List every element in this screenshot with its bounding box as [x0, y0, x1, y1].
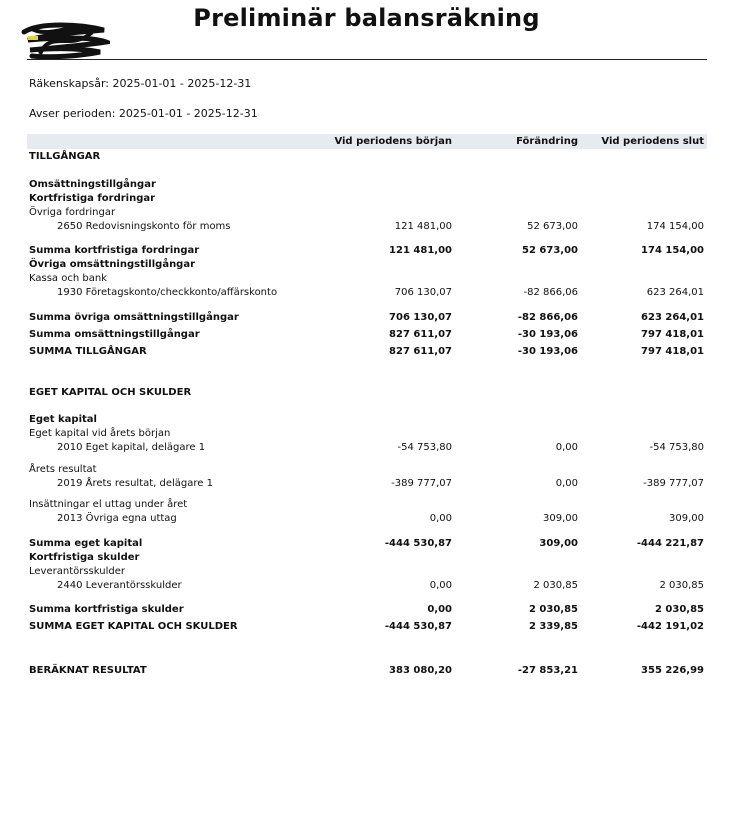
table-row	[0, 311, 743, 325]
row-label: TILLGÅNGAR	[29, 151, 101, 162]
table-row	[0, 664, 743, 678]
value-end: 2 030,85	[659, 580, 704, 591]
table-row	[0, 328, 743, 342]
row-label: 2010 Eget kapital, delägare 1	[57, 442, 206, 453]
value-start: 121 481,00	[394, 221, 452, 232]
row-label: 2650 Redovisningskonto för moms	[57, 221, 231, 232]
table-row	[0, 386, 743, 400]
table-row	[0, 220, 743, 234]
table-row	[0, 272, 743, 286]
value-change: 52 673,00	[522, 245, 578, 256]
table-row	[0, 192, 743, 206]
table-row	[0, 477, 743, 491]
table-row	[0, 565, 743, 579]
row-label: Summa kortfristiga skulder	[29, 604, 184, 615]
value-change: 309,00	[539, 538, 578, 549]
row-label: Summa eget kapital	[29, 538, 143, 549]
value-start: -54 753,80	[397, 442, 452, 453]
value-end: 174 154,00	[646, 221, 704, 232]
col-start: Vid periodens början	[334, 136, 452, 147]
value-change: -82 866,06	[517, 312, 578, 323]
value-start: 121 481,00	[389, 245, 452, 256]
table-row	[0, 427, 743, 441]
period: Avser perioden: 2025-01-01 - 2025-12-31	[29, 107, 258, 120]
value-change: -82 866,06	[523, 287, 578, 298]
table-row	[0, 206, 743, 220]
table-row	[0, 463, 743, 477]
table-row	[0, 441, 743, 455]
col-end: Vid periodens slut	[601, 136, 704, 147]
row-label: SUMMA TILLGÅNGAR	[29, 346, 147, 357]
value-start: 706 130,07	[389, 312, 452, 323]
table-row	[0, 178, 743, 192]
table-row	[0, 620, 743, 634]
value-end: 2 030,85	[654, 604, 704, 615]
table-row	[0, 603, 743, 617]
value-end: -54 753,80	[649, 442, 704, 453]
value-start: 827 611,07	[389, 329, 452, 340]
table-row	[0, 150, 743, 164]
value-end: -444 221,87	[636, 538, 704, 549]
value-start: 827 611,07	[389, 346, 452, 357]
value-end: 797 418,01	[641, 346, 704, 357]
value-start: 0,00	[429, 580, 452, 591]
table-row	[0, 286, 743, 300]
row-label: Övriga omsättningstillgångar	[29, 259, 196, 270]
table-row	[0, 579, 743, 593]
table-row	[0, 345, 743, 359]
table-row	[0, 413, 743, 427]
value-change: 0,00	[555, 442, 578, 453]
row-label: Eget kapital	[29, 414, 97, 425]
col-change: Förändring	[516, 136, 578, 147]
value-change: 52 673,00	[527, 221, 578, 232]
row-label: Insättningar el uttag under året	[29, 499, 188, 510]
row-label: 1930 Företagskonto/checkkonto/affärskonto	[57, 287, 278, 298]
value-end: -389 777,07	[643, 478, 704, 489]
row-label: Eget kapital vid årets början	[29, 428, 171, 439]
row-label: Summa övriga omsättningstillgångar	[29, 312, 239, 323]
value-end: 797 418,01	[641, 329, 704, 340]
value-end: 309,00	[669, 513, 704, 524]
value-end: 355 226,99	[641, 665, 704, 676]
row-label: 2440 Leverantörsskulder	[57, 580, 182, 591]
value-change: -27 853,21	[517, 665, 578, 676]
value-end: 623 264,01	[641, 312, 704, 323]
table-row	[0, 258, 743, 272]
row-label: Årets resultat	[29, 464, 97, 475]
page-title: Preliminär balansräkning	[193, 4, 540, 32]
row-label: Omsättningstillgångar	[29, 179, 156, 190]
row-label: Övriga fordringar	[29, 207, 116, 218]
value-start: 706 130,07	[394, 287, 452, 298]
value-start: -389 777,07	[391, 478, 452, 489]
row-label: 2019 Årets resultat, delägare 1	[57, 478, 213, 489]
row-label: Summa omsättningstillgångar	[29, 329, 200, 340]
value-change: -30 193,06	[517, 329, 578, 340]
value-change: -30 193,06	[517, 346, 578, 357]
table-row	[0, 244, 743, 258]
row-label: SUMMA EGET KAPITAL OCH SKULDER	[29, 621, 238, 632]
value-start: 0,00	[429, 513, 452, 524]
row-label: 2013 Övriga egna uttag	[57, 513, 177, 524]
title-rule	[27, 59, 707, 60]
value-change: 2 030,85	[533, 580, 578, 591]
value-end: 174 154,00	[641, 245, 704, 256]
value-change: 2 339,85	[528, 621, 578, 632]
row-label: Kortfristiga fordringar	[29, 193, 156, 204]
table-row	[0, 498, 743, 512]
value-start: -444 530,87	[384, 621, 452, 632]
row-label: EGET KAPITAL OCH SKULDER	[29, 387, 192, 398]
table-row	[0, 537, 743, 551]
row-label: Summa kortfristiga fordringar	[29, 245, 200, 256]
value-change: 2 030,85	[528, 604, 578, 615]
row-label: Kassa och bank	[29, 273, 107, 284]
value-end: 623 264,01	[646, 287, 704, 298]
table-row	[0, 551, 743, 565]
value-end: -442 191,02	[636, 621, 704, 632]
row-label: BERÄKNAT RESULTAT	[29, 665, 147, 676]
value-start: 0,00	[427, 604, 452, 615]
value-change: 309,00	[543, 513, 578, 524]
value-change: 0,00	[555, 478, 578, 489]
redacted-scribble	[20, 20, 110, 60]
value-start: -444 530,87	[384, 538, 452, 549]
row-label: Kortfristiga skulder	[29, 552, 140, 563]
row-label: Leverantörsskulder	[29, 566, 125, 577]
table-row	[0, 512, 743, 526]
value-start: 383 080,20	[389, 665, 452, 676]
fiscal-year: Räkenskapsår: 2025-01-01 - 2025-12-31	[29, 77, 252, 90]
